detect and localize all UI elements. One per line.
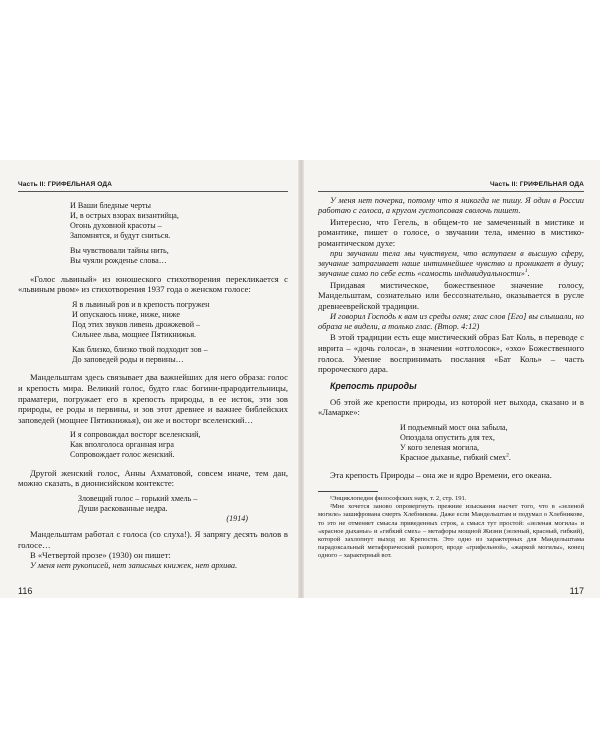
paragraph: Придавая мистическое, божественное значение голосу, Мандельштам, сознательно или бессознательно, оказывается в русле древнееврейской традиции.	[318, 279, 584, 311]
verse-line: Как вполголоса органная игра	[70, 440, 174, 450]
paragraph: Эта крепость Природы – она же и ядро Времени, его океана.	[330, 470, 552, 481]
paragraph: Мандельштам работал с голоса (со слуха!). Я запрягу десять волов в голосе…	[18, 528, 288, 550]
verse-line: И Ваши бледные черты	[70, 201, 151, 210]
paragraph: Другой женский голос, Анны Ахматовой, совсем иначе, тем дан, можно сказать, в дионисийском контексте:	[18, 467, 288, 489]
poem-stanza	[318, 423, 584, 463]
footnote-ref: 1	[524, 268, 528, 275]
right-page-content	[318, 196, 584, 561]
verse-line: Сильнее льва, мощнее Пятикнижья.	[72, 330, 197, 340]
verse-line: Огонь духовной красоты –	[70, 221, 162, 231]
quote-text: при звучании тела мы чувствуем, что вступаем в высшую сферу, звучание затрагивает наше интимнейшее чувство и проникает в душу; звучание само по себе есть «самость индивидуальности»	[318, 248, 584, 279]
verse-line: У кого зеленая могила,	[400, 443, 480, 453]
section-heading: Крепость природы	[330, 380, 417, 391]
page-number: 116	[18, 586, 33, 596]
verse-line: Души раскованные недра.	[78, 503, 168, 513]
footnote: ²Мне хочется заново опровергнуть прежние изыскания насчет того, что в «зеленой могиле» зашифрована смерть Хлебникова. Даже если Мандельштам и подумал о Хлебникове, то это не отменяет смысла приведенных строк, а смысл тут простой: «зеленая могила» и «красное дыханье» и «гибкий смех» – метафоры мощной Жизни (зеленый, красный, гибкий), которой захлопнут выход из Крепости. Это одно из характерных для Мандельштама парадоксальный метафорический разворот, вроде «грифельной», «жаркой могилы», конец одного – характерный вот.	[318, 503, 584, 560]
running-head: Часть II: ГРИФЕЛЬНАЯ ОДА	[18, 180, 288, 192]
running-head: Часть II: ГРИФЕЛЬНАЯ ОДА	[318, 180, 584, 192]
page-number: 117	[569, 586, 584, 596]
paragraph: Интересно, что Гегель, в общем-то не замеченный в мистике и романтике, пишет о голосе, о звучании тела, именно в мистико-романтическом духе:	[318, 216, 584, 248]
paragraph: Об этой же крепости природы, из которой нет выхода, сказано и в «Ламарке»:	[318, 396, 584, 418]
poem-stanza	[18, 201, 288, 267]
left-page	[0, 160, 298, 598]
italic-quote: У меня нет рукописей, нет записных книжек, нет архива.	[30, 560, 238, 570]
verse-line: Зловещий голос – горький хмель –	[78, 493, 198, 503]
verse-line: Сопровождает голос женский.	[70, 450, 175, 460]
verse-line: И подъемный мост она забыла,	[400, 422, 508, 432]
verse-text: Красное дыханье, гибкий смех	[400, 453, 507, 463]
verse-line: Опоздала опустить для тех,	[400, 433, 495, 443]
verse-line: Вы чуяли рожденье слова…	[70, 256, 167, 266]
footnote-ref: 2	[506, 452, 509, 459]
verse-line: Запомнятся, и будут сниться.	[70, 231, 171, 241]
verse-line: Вы чувствовали тайны нить,	[70, 246, 169, 256]
verse-line: До заповедей роды и первины…	[72, 355, 184, 365]
paragraph: В этой традиции есть еще мистический образ Бат Коль, в переводе с иврита – «дочь голоса», в значении «отголосок», «эхо» Божественного голоса. Умение воспринимать послания «Бат Коль» – часть пророческого дара.	[318, 332, 584, 375]
verse-line: И, в острых взорах византийца,	[70, 211, 179, 221]
poem-year: (1914)	[226, 513, 248, 523]
verse-line: Под этих звуков ливень дрожжевой –	[72, 319, 201, 329]
paragraph: В «Четвертой прозе» (1930) он пишет:	[30, 550, 171, 561]
poem-stanza	[18, 300, 288, 366]
verse-line: Я в львиный ров и в крепость погружен	[72, 299, 210, 309]
italic-quote: при звучании тела мы чувствуем, что вступаем в высшую сферу, звучание затрагивает наше интимнейшее чувство и проникает в душу; звучание само по себе есть «самость индивидуальности»$^1$.	[318, 248, 584, 279]
italic-quote: И говорил Господь к вам из среды огня; глас слов [Его] вы слышали, но образа не видели, а только глас. (Втор. 4:12)	[318, 311, 584, 331]
footnote: ¹Энциклопедия философских наук, т. 2, стр. 191.	[330, 494, 467, 502]
verse-line: И опускаюсь ниже, ниже, ниже	[72, 309, 180, 319]
italic-quote: У меня нет почерка, потому что я никогда не пишу. Я один в России работаю с голоса, а кругом густопсовая сволочь пишет.	[318, 196, 584, 216]
paragraph: «Голос львиный» из юношеского стихотворения перекликается с «львиным рвом» из стихотворения 1937 года о женском голосе:	[18, 273, 288, 295]
poem-stanza	[18, 430, 288, 460]
verse-line: И я сопровождал восторг вселенский,	[70, 430, 201, 440]
verse-line: Как близко, близко твой подходит зов –	[72, 345, 208, 355]
right-page	[304, 160, 600, 598]
left-page-content	[18, 196, 288, 571]
book-spread	[0, 160, 600, 598]
poem-stanza	[18, 494, 288, 524]
verse-line: Красное дыханье, гибкий смех$^2$.	[400, 452, 511, 463]
paragraph: Мандельштам здесь связывает два важнейших для него образа: голос и крепость мира. Великий голос, будто глас богини-прародительницы, праматери, погружает его в крепость природы, в ее исток, эти зов природы, ее роды и первины, и зов этот древнее и важнее библейских заповедей (мощнее Пятикнижья), он же и восторг вселенский…	[18, 372, 288, 425]
footnote-separator	[318, 491, 378, 492]
